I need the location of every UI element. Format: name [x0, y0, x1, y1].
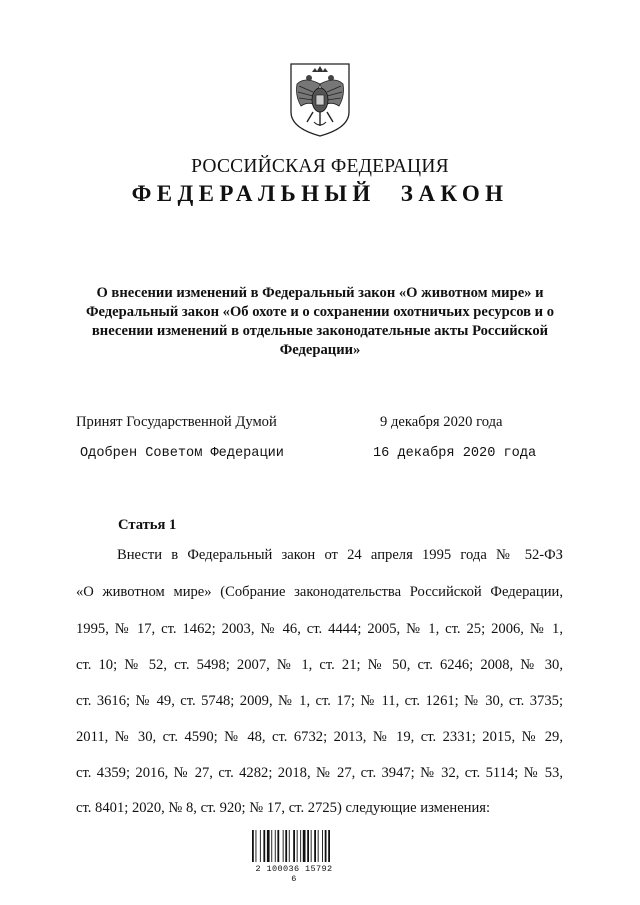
article-text-line: «О животном мире» (Собрание законодательства Российской Федерации,	[76, 584, 563, 600]
law-title-line: О внесении изменений в Федеральный закон «О животном мире» и	[96, 285, 544, 301]
country-name: РОССИЙСКАЯ ФЕДЕРАЦИЯ	[191, 156, 449, 177]
article-text-line: 1995, № 17, ст. 1462; 2003, № 46, ст. 4444; 2005, № 1, ст. 25; 2006, № 1,	[76, 621, 563, 637]
barcode-number: 2 100036 15792 6	[255, 864, 333, 884]
article-text-line: 2011, № 30, ст. 4590; № 48, ст. 6732; 2013, № 19, ст. 2331; 2015, № 29,	[76, 729, 563, 745]
document-type: ФЕДЕРАЛЬНЫЙ ЗАКОН	[131, 181, 509, 206]
article-text-line: ст. 4359; 2016, № 27, ст. 4282; 2018, № 27, ст. 3947; № 32, ст. 5114; № 53,	[76, 765, 563, 781]
council-approval-label: Одобрен Советом Федерации	[80, 446, 284, 461]
article-text-line: ст. 10; № 52, ст. 5498; 2007, № 1, ст. 21; № 50, ст. 6246; 2008, № 30,	[76, 657, 563, 673]
russian-coat-of-arms-icon	[285, 62, 355, 138]
law-title-line: Федеральный закон «Об охоте и о сохранении охотничьих ресурсов и о	[85, 304, 555, 320]
article-text-line: ст. 8401; 2020, № 8, ст. 920; № 17, ст. 2725) следующие изменения:	[76, 800, 491, 816]
barcode-icon	[252, 826, 336, 862]
duma-adoption-date: 9 декабря 2020 года	[380, 414, 503, 430]
article-text-line: ст. 3616; № 49, ст. 5748; 2009, № 1, ст. 17; № 11, ст. 1261; № 30, ст. 3735;	[76, 693, 563, 709]
article-text-line: Внести в Федеральный закон от 24 апреля 1995 года № 52-ФЗ	[117, 547, 563, 563]
article-heading: Статья 1	[118, 517, 177, 533]
law-title-line: внесении изменений в отдельные законодательные акты Российской	[91, 323, 549, 339]
council-approval-date: 16 декабря 2020 года	[373, 446, 537, 461]
law-title-line: Федерации»	[279, 342, 361, 358]
duma-adoption-label: Принят Государственной Думой	[76, 414, 277, 430]
